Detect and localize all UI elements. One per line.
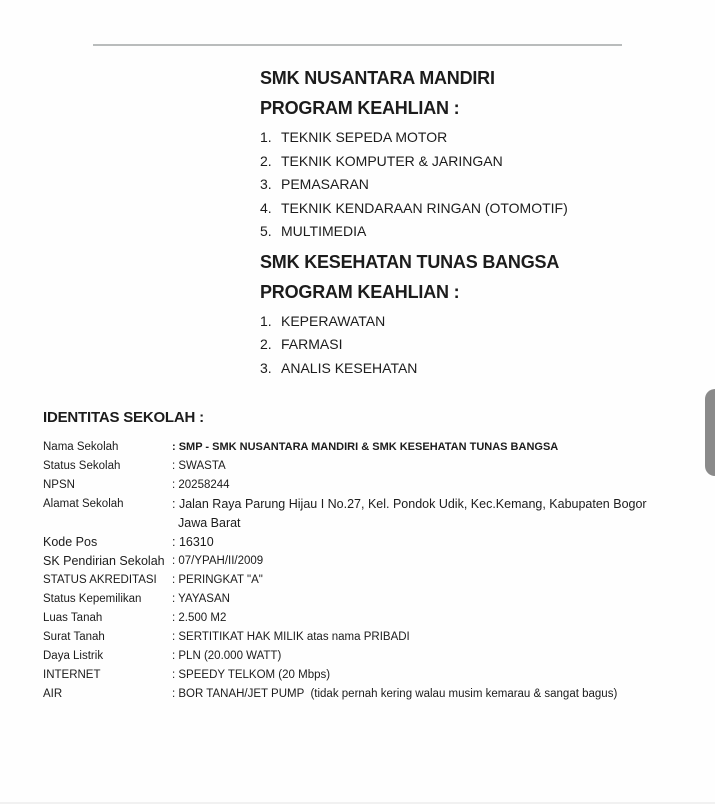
row-value: : PERINGKAT "A" bbox=[172, 574, 263, 586]
row-value: : SPEEDY TELKOM (20 Mbps) bbox=[172, 669, 331, 681]
program-label: KEPERAWATAN bbox=[281, 312, 386, 329]
row-label: Daya Listrik bbox=[43, 650, 104, 662]
row-value: : SWASTA bbox=[172, 460, 226, 472]
program-item bbox=[260, 197, 568, 221]
row-label: Nama Sekolah bbox=[43, 441, 119, 453]
row-value: : BOR TANAH/JET PUMP (tidak pernah kering walau musim kemarau & sangat bagus) bbox=[172, 688, 618, 700]
program-list bbox=[260, 126, 568, 244]
table-row bbox=[43, 685, 683, 704]
address-line-1: : Jalan Raya Parung Hijau I No.27, Kel. Pondok Udik, Kec.Kemang, Kabupaten Bogor bbox=[172, 497, 647, 511]
table-row bbox=[43, 628, 683, 647]
row-label: Alamat Sekolah bbox=[43, 498, 124, 510]
table-row bbox=[43, 590, 683, 609]
row-label: Luas Tanah bbox=[43, 612, 103, 624]
scrollbar-handle[interactable] bbox=[705, 389, 715, 476]
program-label: TEKNIK KENDARAAN RINGAN (OTOMOTIF) bbox=[281, 199, 568, 216]
school-block-nusantara bbox=[260, 66, 568, 244]
program-item bbox=[260, 333, 568, 357]
row-value: : SMP - SMK NUSANTARA MANDIRI & SMK KESEHATAN TUNAS BANGSA bbox=[172, 441, 559, 453]
row-value: : 07/YPAH/II/2009 bbox=[172, 555, 264, 567]
program-item bbox=[260, 310, 568, 334]
table-row bbox=[43, 533, 683, 552]
program-item bbox=[260, 173, 568, 197]
program-label: ANALIS KESEHATAN bbox=[281, 359, 418, 376]
program-label: FARMASI bbox=[281, 336, 343, 352]
item-number: 5. bbox=[260, 223, 272, 239]
table-row bbox=[43, 571, 683, 590]
program-item bbox=[260, 150, 568, 174]
table-row bbox=[43, 495, 683, 533]
item-number: 1. bbox=[260, 312, 272, 329]
identitas-heading: IDENTITAS SEKOLAH : bbox=[43, 409, 204, 426]
item-number: 1. bbox=[260, 129, 272, 145]
row-value: : 2.500 M2 bbox=[172, 612, 227, 624]
row-label: AIR bbox=[43, 688, 63, 700]
table-row bbox=[43, 457, 683, 476]
item-number: 3. bbox=[260, 176, 272, 192]
identitas-table bbox=[43, 438, 683, 704]
program-item bbox=[260, 357, 568, 381]
item-number: 3. bbox=[260, 359, 272, 376]
program-item bbox=[260, 220, 568, 244]
row-label: Status Sekolah bbox=[43, 460, 121, 472]
row-label: Status Kepemilikan bbox=[43, 593, 142, 605]
programs-heading: PROGRAM KEAHLIAN : bbox=[260, 98, 460, 118]
program-list bbox=[260, 310, 568, 381]
row-value: : YAYASAN bbox=[172, 593, 230, 605]
school-block-tunas-bangsa bbox=[260, 250, 568, 381]
table-row bbox=[43, 647, 683, 666]
table-row bbox=[43, 476, 683, 495]
row-label: STATUS AKREDITASI bbox=[43, 574, 157, 586]
row-value: : 16310 bbox=[172, 535, 214, 549]
programs-heading: PROGRAM KEAHLIAN : bbox=[260, 281, 460, 302]
program-label: PEMASARAN bbox=[281, 176, 369, 192]
row-value: : PLN (20.000 WATT) bbox=[172, 650, 282, 662]
school-name: SMK KESEHATAN TUNAS BANGSA bbox=[260, 251, 560, 272]
program-item bbox=[260, 126, 568, 150]
program-label: MULTIMEDIA bbox=[281, 223, 367, 239]
item-number: 4. bbox=[260, 199, 272, 216]
table-row bbox=[43, 552, 683, 571]
row-label: SK Pendirian Sekolah bbox=[43, 554, 165, 568]
school-name: SMK NUSANTARA MANDIRI bbox=[260, 68, 495, 88]
programs-section bbox=[260, 66, 568, 380]
program-label: TEKNIK SEPEDA MOTOR bbox=[281, 129, 448, 145]
row-label: NPSN bbox=[43, 479, 75, 491]
address-line-2: Jawa Barat bbox=[178, 516, 241, 530]
item-number: 2. bbox=[260, 152, 272, 169]
page-header-divider bbox=[93, 44, 622, 46]
row-label: INTERNET bbox=[43, 669, 101, 681]
table-row bbox=[43, 609, 683, 628]
table-row bbox=[43, 438, 683, 457]
table-row bbox=[43, 666, 683, 685]
row-value: : 20258244 bbox=[172, 479, 230, 491]
row-label: Kode Pos bbox=[43, 535, 98, 549]
item-number: 2. bbox=[260, 336, 272, 352]
program-label: TEKNIK KOMPUTER & JARINGAN bbox=[281, 152, 503, 169]
row-value: : SERTITIKAT HAK MILIK atas nama PRIBADI bbox=[172, 631, 410, 643]
row-value bbox=[172, 495, 683, 533]
row-label: Surat Tanah bbox=[43, 631, 105, 643]
